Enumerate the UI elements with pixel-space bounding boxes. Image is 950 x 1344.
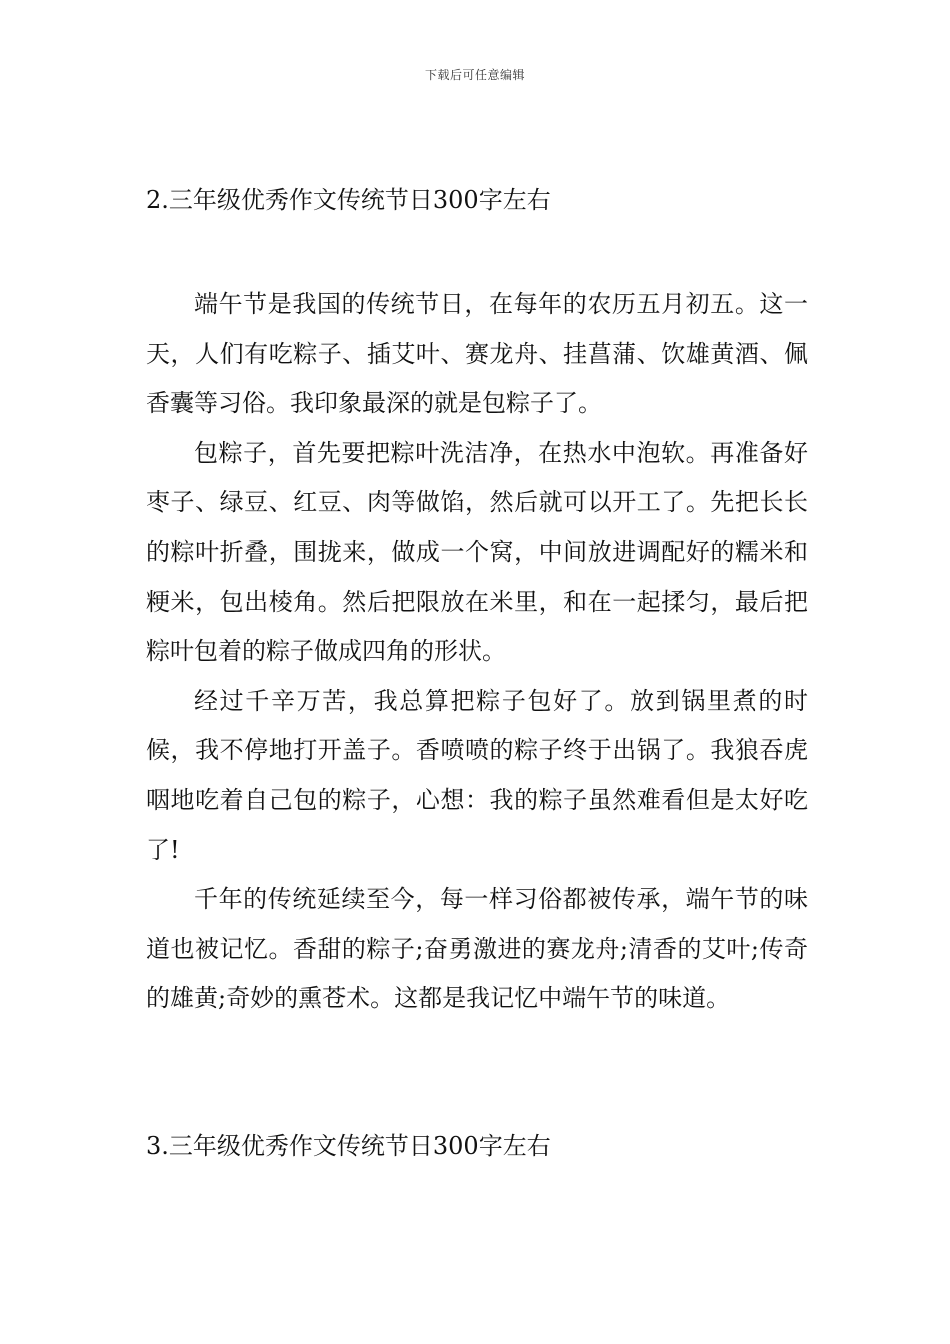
section-title: 3.三年级优秀作文传统节日300字左右 [146,1132,551,1160]
essay-paragraph: 经过千辛万苦，我总算把粽子包好了。放到锅里煮的时候，我不停地打开盖子。香喷喷的粽子终于出锅了。我狼吞虎咽地吃着自己包的粽子，心想：我的粽子虽然难看但是太好吃了! [146,686,808,864]
section-title: 2.三年级优秀作文传统节日300字左右 [146,186,551,214]
essay-paragraph: 端午节是我国的传统节日，在每年的农历五月初五。这一天，人们有吃粽子、插艾叶、赛龙舟、挂菖蒲、饮雄黄酒、佩香囊等习俗。我印象最深的就是包粽子了。 [146,290,808,418]
header-note: 下载后可任意编辑 [424,68,525,82]
essay-paragraph: 包粽子，首先要把粽叶洗洁净，在热水中泡软。再准备好枣子、绿豆、红豆、肉等做馅，然后就可以开工了。先把长长的粽叶折叠，围拢来，做成一个窝，中间放进调配好的糯米和粳米，包出棱角。然后把限放在米里，和在一起揉匀，最后把粽叶包着的粽子做成四角的形状。 [146,438,808,666]
essay-body [146,280,808,1024]
essay-paragraph: 千年的传统延续至今，每一样习俗都被传承，端午节的味道也被记忆。香甜的粽子;奋勇激进的赛龙舟;清香的艾叶;传奇的雄黄;奇妙的熏苍术。这都是我记忆中端午节的味道。 [146,885,808,1013]
